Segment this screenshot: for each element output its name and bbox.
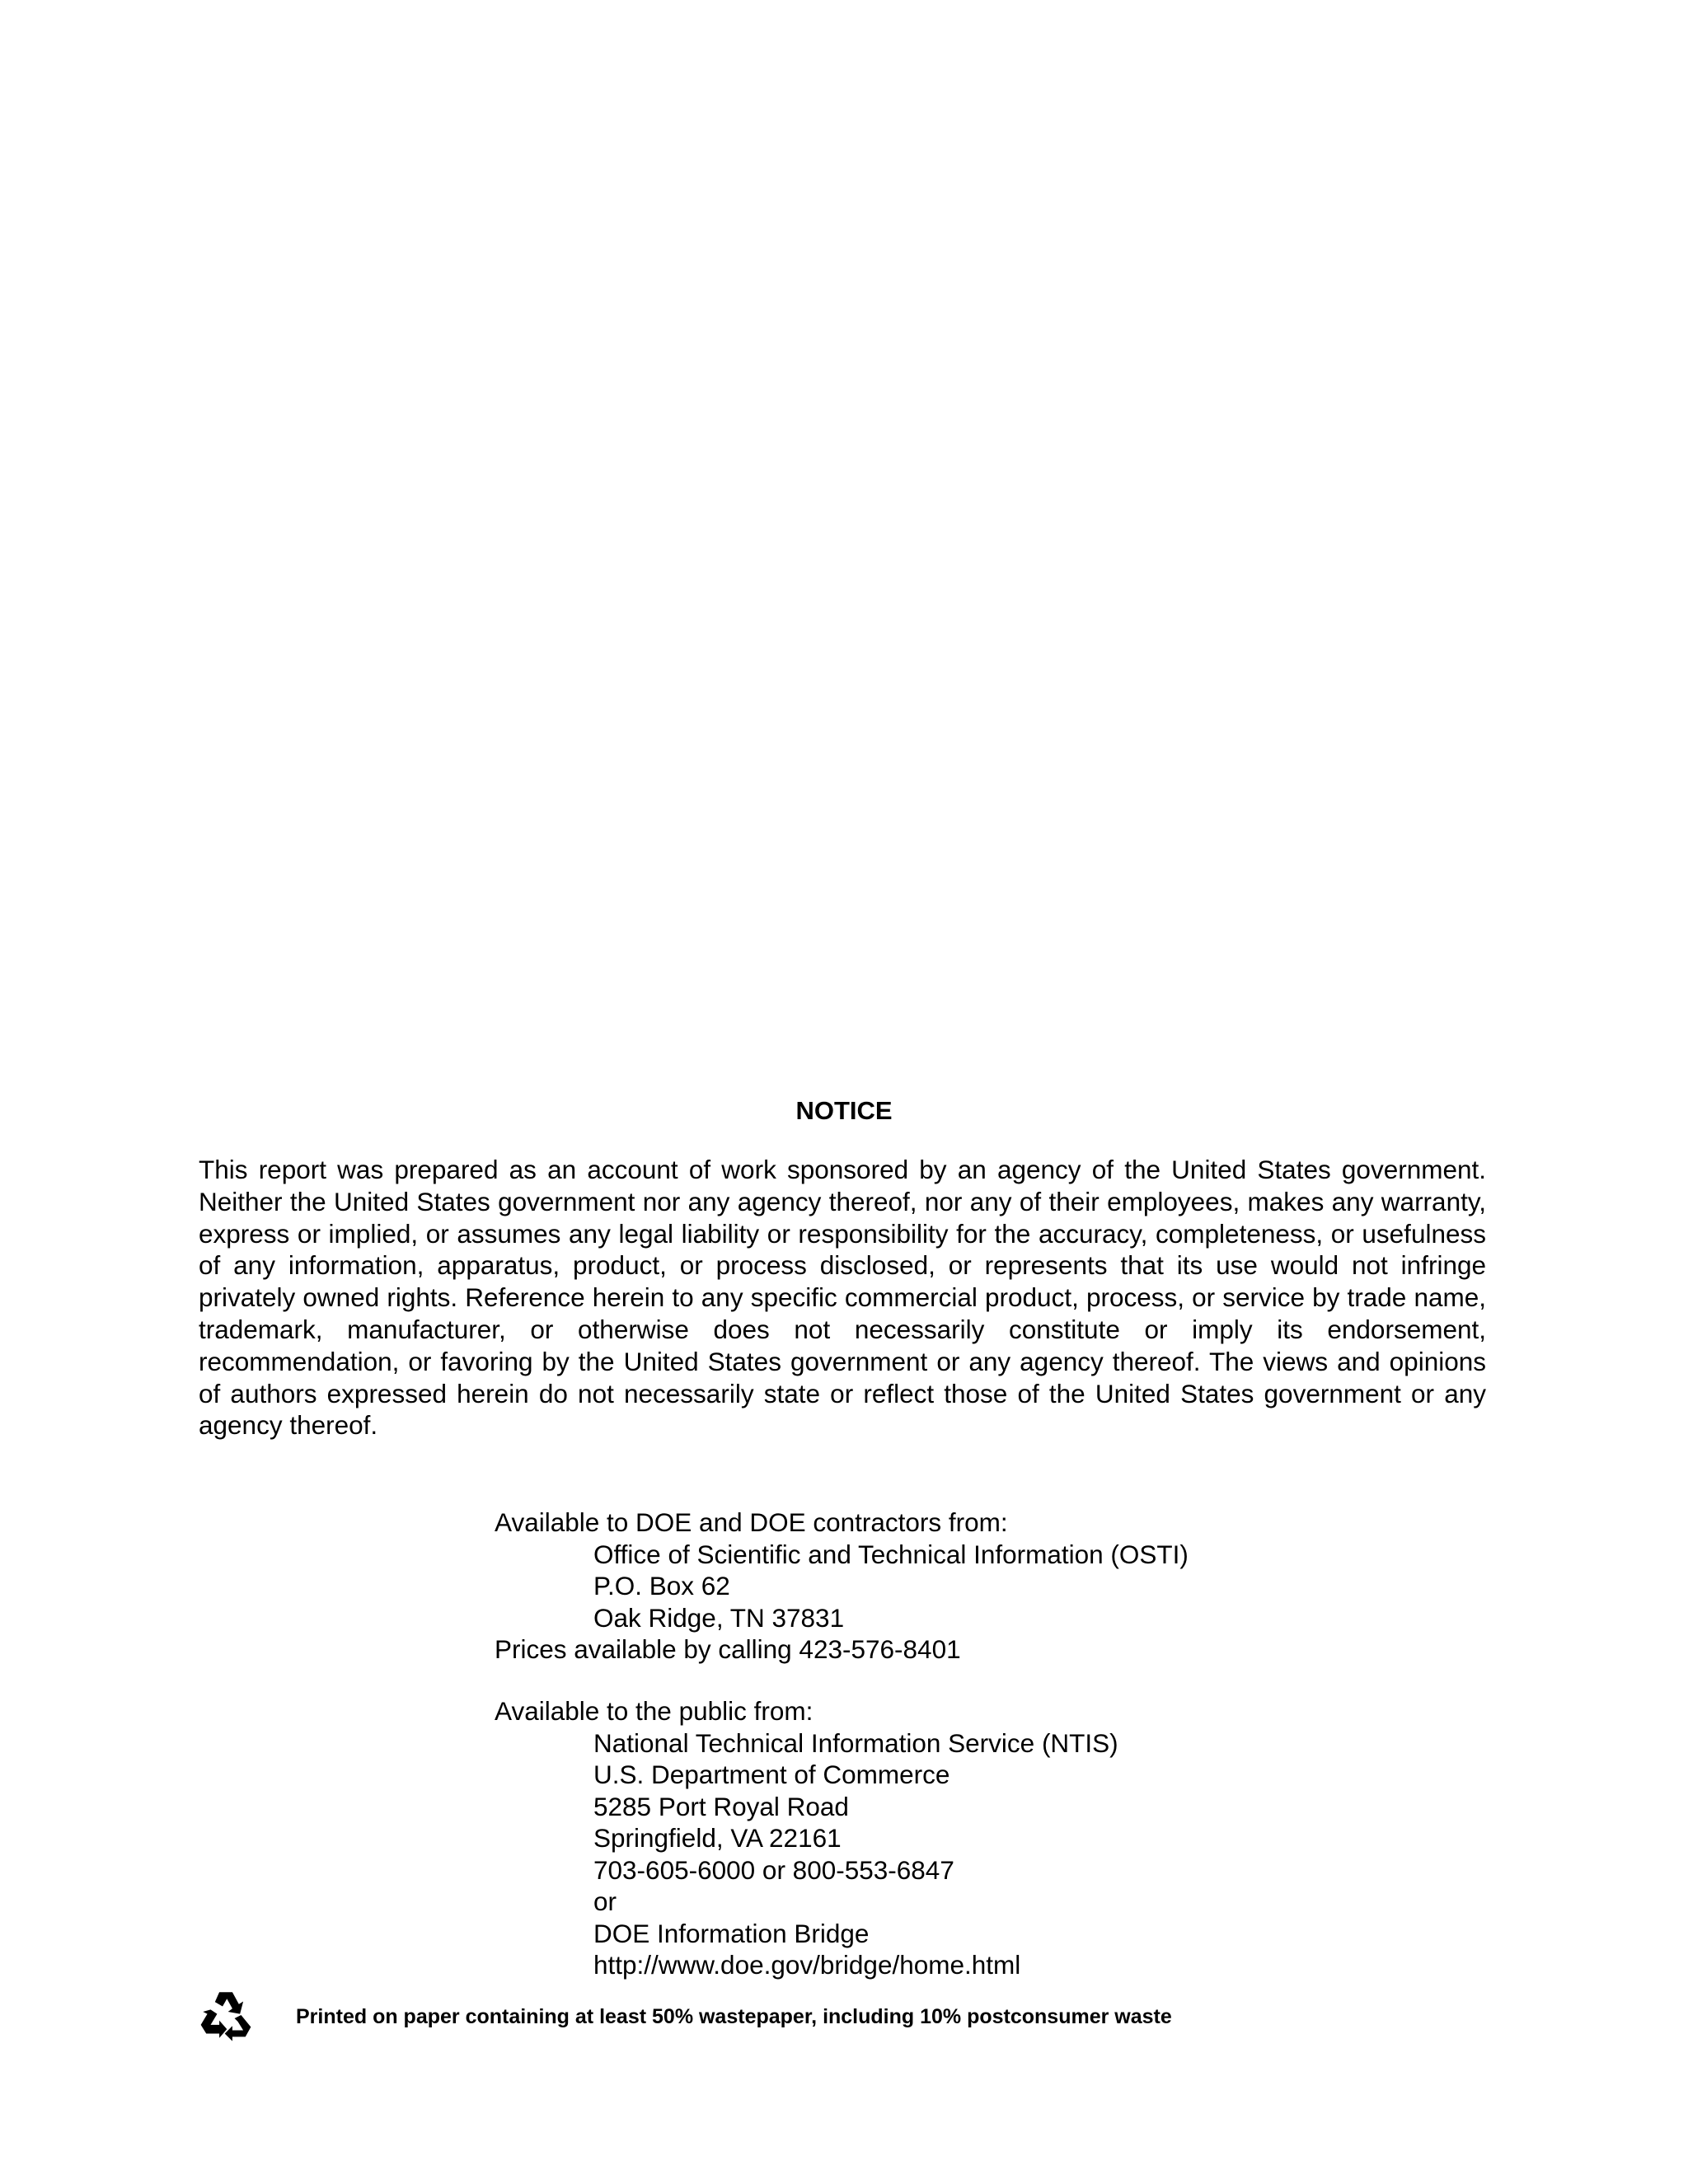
recycled-paper-footer — [199, 1988, 1353, 2046]
public-bridge-line: DOE Information Bridge — [593, 1918, 870, 1948]
notice-body: This report was prepared as an account of work sponsored by an agency of the United States government. Neither the United States government nor any agency thereof, nor any of their employees, makes any warranty, express or implied, or assumes any legal liability or responsibility for the accuracy, completeness, or usefulness of any information, apparatus, product, or process disclosed, or represents that its use would not infringe privately owned rights. Reference herein to any specific commercial product, process, or service by trade name, trademark, manufacturer, or otherwise does not necessarily constitute or imply its endorsement, recommendation, or favoring by the United States government or any agency thereof. The views and opinions of authors expressed herein do not necessarily state or reflect those of the United States government or any agency thereof. — [199, 1155, 1486, 1441]
public-availability-block — [495, 1695, 1401, 1981]
public-phone-line: 703-605-6000 or 800-553-6847 — [593, 1854, 954, 1885]
doe-address-line: Office of Scientific and Technical Information (OSTI) — [593, 1539, 1189, 1569]
public-or-line: or — [593, 1886, 617, 1916]
public-url-link: http://www.doe.gov/bridge/home.html — [593, 1950, 1021, 1980]
public-address-line: National Technical Information Service (NTIS) — [593, 1727, 1118, 1758]
doe-address-line: Oak Ridge, TN 37831 — [593, 1602, 845, 1633]
doe-availability-heading: Available to DOE and DOE contractors from: — [495, 1507, 1008, 1537]
doe-address-line: P.O. Box 62 — [593, 1571, 730, 1601]
footer-text: Printed on paper containing at least 50% wastepaper, including 10% postconsumer waste — [296, 2005, 1172, 2028]
public-address-line: 5285 Port Royal Road — [593, 1791, 849, 1821]
doe-prices-line: Prices available by calling 423-576-8401 — [495, 1634, 961, 1664]
public-address-line: Springfield, VA 22161 — [593, 1823, 842, 1853]
public-availability-heading: Available to the public from: — [495, 1696, 814, 1726]
notice-title: NOTICE — [795, 1096, 893, 1125]
doe-availability-block — [495, 1507, 1401, 1666]
recycle-icon — [199, 1988, 253, 2042]
public-address-line: U.S. Department of Commerce — [593, 1760, 950, 1789]
